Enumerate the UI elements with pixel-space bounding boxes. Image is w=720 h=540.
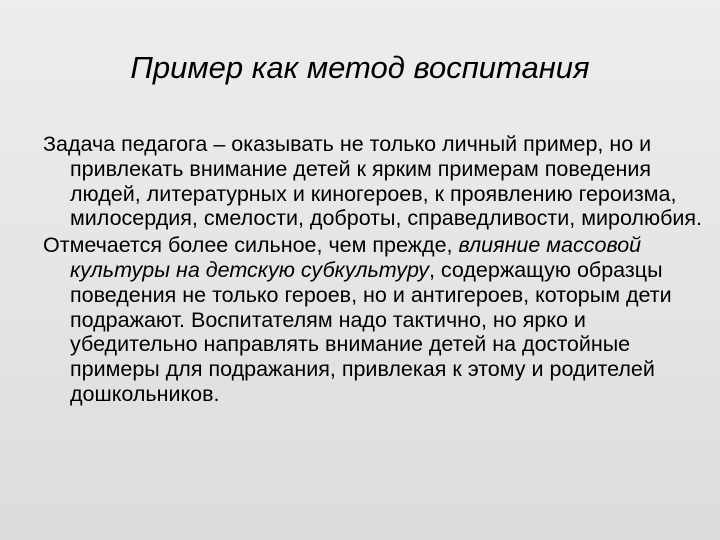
paragraph-mass-culture-emphasis: влияние массовой культуры на детскую субкультуру bbox=[70, 233, 642, 282]
paragraph-mass-culture-lead: Отмечается более сильное, чем прежде, bbox=[43, 233, 459, 258]
paragraph-mass-culture-rest: , содержащую образцы поведения не только героев, но и антигероев, которым дети подражают. Воспитателям надо тактично, но ярко и убедительно направлять внимание детей на достойные примеры для подражания, привлекая к этому и родителей дошкольников. bbox=[70, 257, 672, 406]
slide-body bbox=[43, 132, 703, 409]
paragraph-mass-culture bbox=[43, 233, 703, 407]
paragraph-teacher-task: Задача педагога – оказывать не только личный пример, но и привлекать внимание детей к ярким примерам поведения людей, литературных и киногероев, к проявлению героизма, милосердия, смелости, доброты, справедливости, миролюбия. bbox=[43, 132, 703, 231]
slide-title: Пример как метод воспитания bbox=[130, 50, 590, 85]
